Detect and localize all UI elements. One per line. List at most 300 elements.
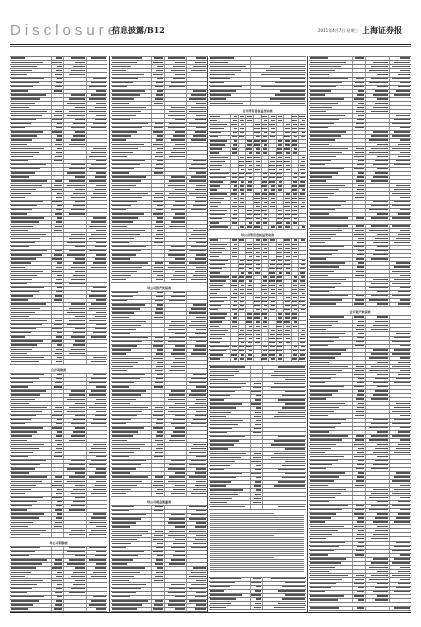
- row-label-text: [11, 262, 31, 263]
- cell-value-text: [369, 287, 387, 288]
- row-label-text: [210, 86, 242, 87]
- row-label-text: [210, 502, 227, 503]
- cell-value-text: [95, 246, 106, 247]
- row-label-text: [11, 66, 37, 67]
- cell-value-text: [89, 156, 106, 157]
- row-label-text: [112, 321, 146, 322]
- cell-value-text: [261, 313, 267, 314]
- cell-value-text: [157, 489, 163, 490]
- cell-value-text: [256, 165, 260, 166]
- row-label-text: [310, 468, 326, 469]
- cell-value-text: [71, 279, 85, 280]
- cell-value-text: [93, 123, 106, 124]
- cell-value-text: [377, 431, 388, 432]
- cell-value-text: [373, 452, 387, 453]
- row-label-text: [310, 230, 342, 231]
- cell-value-text: [285, 198, 290, 199]
- cell-value-text: [377, 74, 388, 75]
- row-label-text: [11, 299, 28, 300]
- cell-value-text: [261, 210, 267, 211]
- cell-value-text: [196, 103, 206, 104]
- cell-value-text: [300, 181, 305, 182]
- cell-value-text: [369, 579, 387, 580]
- cell-value-text: [271, 305, 275, 306]
- row-label-text: [310, 107, 332, 108]
- row-label-text: [310, 86, 336, 87]
- cell-value-text: [173, 489, 185, 490]
- paragraph-line: [210, 565, 304, 566]
- paragraph-line: [210, 527, 304, 528]
- cell-value-text: [75, 246, 85, 247]
- cell-value-text: [168, 185, 185, 186]
- cell-value-text: [156, 493, 163, 494]
- cell-value-text: [392, 193, 410, 194]
- cell-value-text: [154, 456, 163, 457]
- cell-value-text: [57, 357, 63, 358]
- row-label-text: [310, 374, 336, 375]
- cell-value-text: [253, 457, 262, 458]
- cell-value-text: [195, 403, 206, 404]
- cell-value-text: [96, 115, 106, 116]
- cell-value-text: [254, 317, 260, 318]
- cell-value-text: [54, 299, 63, 300]
- cell-value-text: [91, 234, 106, 235]
- cell-value-text: [246, 161, 252, 162]
- row-label-text: [210, 350, 226, 351]
- cell-value-text: [249, 177, 252, 178]
- cell-value-text: [56, 127, 63, 128]
- cell-value-text: [292, 132, 298, 133]
- cell-value-text: [96, 411, 106, 412]
- cell-value-text: [254, 132, 260, 133]
- row-label-text: [112, 526, 130, 527]
- cell-value-text: [392, 205, 410, 206]
- row-label-text: [11, 604, 33, 605]
- cell-value-text: [292, 301, 297, 302]
- cell-value-text: [56, 423, 63, 424]
- cell-value-text: [261, 74, 305, 75]
- column-separator: [307, 56, 308, 612]
- row-label-text: [210, 358, 220, 359]
- cell-value-text: [400, 579, 410, 580]
- cell-value-text: [195, 271, 206, 272]
- cell-value-text: [357, 534, 364, 535]
- cell-value-text: [73, 66, 85, 67]
- cell-value-text: [71, 460, 85, 461]
- row-label-text: [310, 595, 344, 596]
- cell-value-text: [55, 213, 63, 214]
- cell-value-text: [357, 325, 364, 326]
- cell-value-text: [96, 160, 106, 161]
- row-label-text: [112, 460, 146, 461]
- row-label-text: [11, 107, 29, 108]
- cell-value-text: [232, 239, 237, 240]
- cell-value-text: [168, 535, 185, 536]
- cell-value-text: [56, 435, 63, 436]
- financial-table: [309, 315, 411, 602]
- row-label-text: [210, 424, 238, 425]
- cell-value-text: [396, 517, 410, 518]
- row-label-text: [11, 94, 46, 95]
- row-label-text: [112, 476, 148, 477]
- cell-value-text: [400, 197, 410, 198]
- cell-value-text: [286, 342, 290, 343]
- row-label-text: [310, 127, 328, 128]
- cell-value-text: [302, 260, 305, 261]
- cell-value-text: [96, 103, 106, 104]
- cell-value-text: [269, 124, 275, 125]
- cell-value-text: [263, 326, 268, 327]
- cell-value-text: [270, 239, 275, 240]
- cell-value-text: [355, 127, 364, 128]
- cell-value-text: [93, 572, 106, 573]
- row-label-text: [112, 419, 131, 420]
- table-row-rule: [309, 306, 411, 307]
- cell-value-text: [271, 116, 274, 117]
- cell-value-text: [377, 213, 388, 214]
- row-label-text: [210, 94, 231, 95]
- row-label-text: [11, 127, 25, 128]
- cell-value-text: [354, 234, 364, 235]
- row-label-text: [210, 272, 220, 273]
- newspaper-masthead: 上海证券报: [362, 25, 402, 35]
- cell-value-text: [396, 160, 410, 161]
- cell-value-text: [169, 588, 184, 589]
- row-label-text: [11, 497, 43, 498]
- row-label-text: [11, 386, 28, 387]
- cell-value-text: [286, 193, 290, 194]
- cell-value-text: [240, 226, 245, 227]
- row-label-text: [310, 370, 342, 371]
- row-label-text: [11, 460, 46, 461]
- cell-value-text: [285, 448, 305, 449]
- row-label-text: [210, 165, 222, 166]
- row-label-text: [112, 111, 141, 112]
- cell-value-text: [175, 189, 185, 190]
- cell-value-text: [67, 399, 84, 400]
- cell-value-text: [276, 222, 282, 223]
- cell-value-text: [371, 205, 387, 206]
- row-label-text: [310, 583, 336, 584]
- cell-value-text: [232, 309, 237, 310]
- cell-value-text: [400, 509, 410, 510]
- paragraph-line: [210, 549, 304, 550]
- cell-value-text: [173, 78, 185, 79]
- cell-value-text: [169, 226, 184, 227]
- financial-table: [309, 56, 411, 220]
- row-label-text: [112, 205, 131, 206]
- cell-value-text: [239, 268, 245, 269]
- cell-value-text: [71, 70, 85, 71]
- paragraph-line: [210, 545, 304, 546]
- row-label-text: [112, 82, 133, 83]
- row-label-text: [210, 395, 230, 396]
- cell-value-text: [241, 342, 244, 343]
- cell-value-text: [191, 493, 206, 494]
- cell-value-text: [251, 403, 261, 404]
- cell-value-text: [400, 427, 410, 428]
- cell-value-text: [396, 90, 410, 91]
- cell-value-text: [55, 604, 63, 605]
- cell-value-text: [371, 353, 387, 354]
- cell-value-text: [286, 256, 289, 257]
- row-label-text: [112, 148, 138, 149]
- cell-value-text: [373, 242, 387, 243]
- cell-value-text: [241, 297, 244, 298]
- header-rule-thin: [10, 46, 411, 47]
- cell-value-text: [396, 542, 410, 543]
- row-label-text: [210, 326, 219, 327]
- cell-value-text: [355, 509, 364, 510]
- cell-value-text: [157, 362, 163, 363]
- cell-value-text: [356, 111, 364, 112]
- row-label-text: [112, 386, 129, 387]
- cell-value-text: [355, 370, 364, 371]
- cell-value-text: [377, 513, 388, 514]
- cell-value-text: [358, 403, 364, 404]
- cell-value-text: [279, 342, 282, 343]
- cell-value-text: [154, 341, 163, 342]
- cell-value-text: [373, 164, 387, 165]
- row-label-text: [310, 542, 345, 543]
- cell-value-text: [93, 489, 106, 490]
- cell-value-text: [75, 555, 85, 556]
- cell-value-text: [249, 326, 252, 327]
- cell-value-text: [356, 411, 364, 412]
- cell-value-text: [55, 250, 63, 251]
- row-label-text: [310, 283, 341, 284]
- cell-value-text: [95, 555, 106, 556]
- cell-value-text: [56, 588, 63, 589]
- cell-value-text: [292, 313, 297, 314]
- row-label-text: [310, 538, 326, 539]
- cell-value-text: [392, 78, 410, 79]
- cell-value-text: [371, 398, 387, 399]
- row-label-text: [11, 340, 43, 341]
- cell-value-text: [189, 588, 206, 589]
- cell-value-text: [293, 297, 298, 298]
- cell-value-text: [394, 476, 410, 477]
- cell-value-text: [271, 457, 305, 458]
- cell-value-text: [239, 206, 244, 207]
- row-label-text: [11, 547, 40, 548]
- cell-value-text: [73, 584, 85, 585]
- row-label-text: [310, 329, 326, 330]
- cell-value-text: [256, 152, 260, 153]
- cell-value-text: [91, 164, 106, 165]
- row-label-text: [210, 494, 238, 495]
- row-label-text: [310, 513, 336, 514]
- row-label-text: [11, 600, 39, 601]
- cell-value-text: [394, 452, 410, 453]
- cell-value-text: [57, 66, 63, 67]
- cell-value-text: [52, 340, 62, 341]
- cell-value-text: [276, 177, 282, 178]
- cell-value-text: [155, 168, 163, 169]
- row-label-text: [310, 291, 329, 292]
- cell-value-text: [195, 189, 206, 190]
- cell-value-text: [294, 276, 297, 277]
- cell-value-text: [262, 181, 267, 182]
- cell-value-text: [96, 608, 106, 609]
- cell-value-text: [56, 209, 63, 210]
- cell-value-text: [156, 94, 163, 95]
- cell-value-text: [371, 562, 387, 563]
- row-label-text: [112, 325, 141, 326]
- cell-value-text: [248, 181, 252, 182]
- cell-value-text: [369, 567, 387, 568]
- cell-value-text: [69, 353, 85, 354]
- row-label-text: [310, 480, 334, 481]
- cell-value-text: [373, 419, 387, 420]
- cell-value-text: [355, 554, 364, 555]
- row-label-text: [310, 115, 345, 116]
- cell-value-text: [284, 206, 290, 207]
- cell-value-text: [91, 361, 106, 362]
- table-row-rule: [10, 537, 107, 538]
- cell-value-text: [67, 551, 84, 552]
- cell-value-text: [354, 456, 364, 457]
- row-label-text: [210, 578, 241, 579]
- cell-value-text: [263, 177, 268, 178]
- cell-value-text: [247, 248, 252, 249]
- cell-value-text: [69, 74, 85, 75]
- cell-value-text: [354, 156, 364, 157]
- paragraph-line: [210, 559, 304, 560]
- cell-value-text: [171, 423, 185, 424]
- cell-value-text: [56, 349, 63, 350]
- cell-value-text: [89, 295, 106, 296]
- cell-value-text: [96, 468, 106, 469]
- cell-value-text: [57, 501, 63, 502]
- row-label-text: [210, 506, 245, 507]
- cell-value-text: [56, 505, 63, 506]
- row-label-text: [210, 586, 230, 587]
- row-label-text: [11, 160, 28, 161]
- cell-value-text: [354, 513, 364, 514]
- cell-value-text: [155, 506, 163, 507]
- paragraph-line: [210, 561, 304, 562]
- cell-value-text: [270, 346, 275, 347]
- cell-value-text: [57, 344, 63, 345]
- cell-value-text: [96, 172, 106, 173]
- cell-value-text: [302, 189, 305, 190]
- cell-value-text: [373, 131, 387, 132]
- cell-value-text: [57, 123, 63, 124]
- cell-value-text: [54, 563, 63, 564]
- cell-value-text: [153, 201, 163, 202]
- row-label-text: [310, 148, 348, 149]
- row-label-text: [310, 242, 325, 243]
- cell-value-text: [239, 309, 244, 310]
- cell-value-text: [392, 271, 410, 272]
- cell-value-text: [173, 419, 185, 420]
- cell-value-text: [247, 313, 252, 314]
- row-label-text: [210, 330, 228, 331]
- cell-value-text: [371, 258, 387, 259]
- row-label-text: [112, 221, 133, 222]
- cell-value-text: [69, 476, 85, 477]
- row-label-text: [210, 214, 225, 215]
- row-label-text: [310, 193, 334, 194]
- row-label-text: [11, 576, 25, 577]
- cell-value-text: [293, 326, 297, 327]
- cell-value-text: [256, 239, 259, 240]
- cell-value-text: [301, 309, 305, 310]
- cell-value-text: [371, 468, 387, 469]
- row-label-text: [112, 390, 146, 391]
- row-label-text: [112, 94, 140, 95]
- cell-value-text: [69, 283, 85, 284]
- cell-value-text: [264, 317, 267, 318]
- cell-value-text: [69, 111, 85, 112]
- row-label-text: [310, 209, 335, 210]
- cell-value-text: [369, 70, 387, 71]
- cell-value-text: [239, 264, 244, 265]
- cell-value-text: [371, 423, 387, 424]
- cell-value-text: [377, 316, 388, 317]
- cell-value-text: [398, 571, 410, 572]
- row-label-text: [112, 493, 126, 494]
- table-row-rule: [209, 361, 306, 362]
- cell-value-text: [169, 262, 184, 263]
- row-label-text: [11, 185, 42, 186]
- cell-value-text: [261, 244, 267, 245]
- cell-value-text: [392, 123, 410, 124]
- cell-value-text: [358, 238, 364, 239]
- cell-value-text: [263, 148, 267, 149]
- cell-value-text: [300, 193, 305, 194]
- cell-value-text: [91, 303, 106, 304]
- cell-value-text: [239, 338, 245, 339]
- row-label-text: [112, 103, 129, 104]
- cell-value-text: [284, 252, 290, 253]
- cell-value-text: [375, 587, 388, 588]
- cell-value-text: [189, 180, 206, 181]
- cell-value-text: [285, 132, 290, 133]
- row-label-text: [310, 156, 336, 157]
- cell-value-text: [355, 299, 364, 300]
- cell-value-text: [157, 230, 163, 231]
- cell-value-text: [358, 587, 364, 588]
- cell-value-text: [96, 551, 106, 552]
- cell-value-text: [89, 407, 106, 408]
- row-label-text: [210, 148, 222, 149]
- cell-value-text: [255, 603, 262, 604]
- cell-value-text: [55, 226, 63, 227]
- cell-value-text: [71, 197, 85, 198]
- cell-value-text: [169, 250, 184, 251]
- cell-value-text: [285, 140, 290, 141]
- cell-value-text: [71, 390, 85, 391]
- cell-value-text: [196, 115, 206, 116]
- row-label-text: [210, 301, 224, 302]
- cell-value-text: [69, 394, 85, 395]
- row-label-text: [11, 431, 37, 432]
- row-label-text: [210, 120, 217, 121]
- cell-value-text: [357, 176, 364, 177]
- cell-value-text: [75, 403, 85, 404]
- paragraph-line: [210, 521, 304, 522]
- row-label-text: [11, 119, 36, 120]
- row-label-text: [112, 456, 129, 457]
- cell-value-text: [264, 132, 267, 133]
- cell-value-text: [156, 296, 163, 297]
- cell-value-text: [155, 337, 163, 338]
- column-separator: [207, 56, 208, 612]
- cell-value-text: [357, 546, 364, 547]
- footer-rule: [10, 612, 411, 613]
